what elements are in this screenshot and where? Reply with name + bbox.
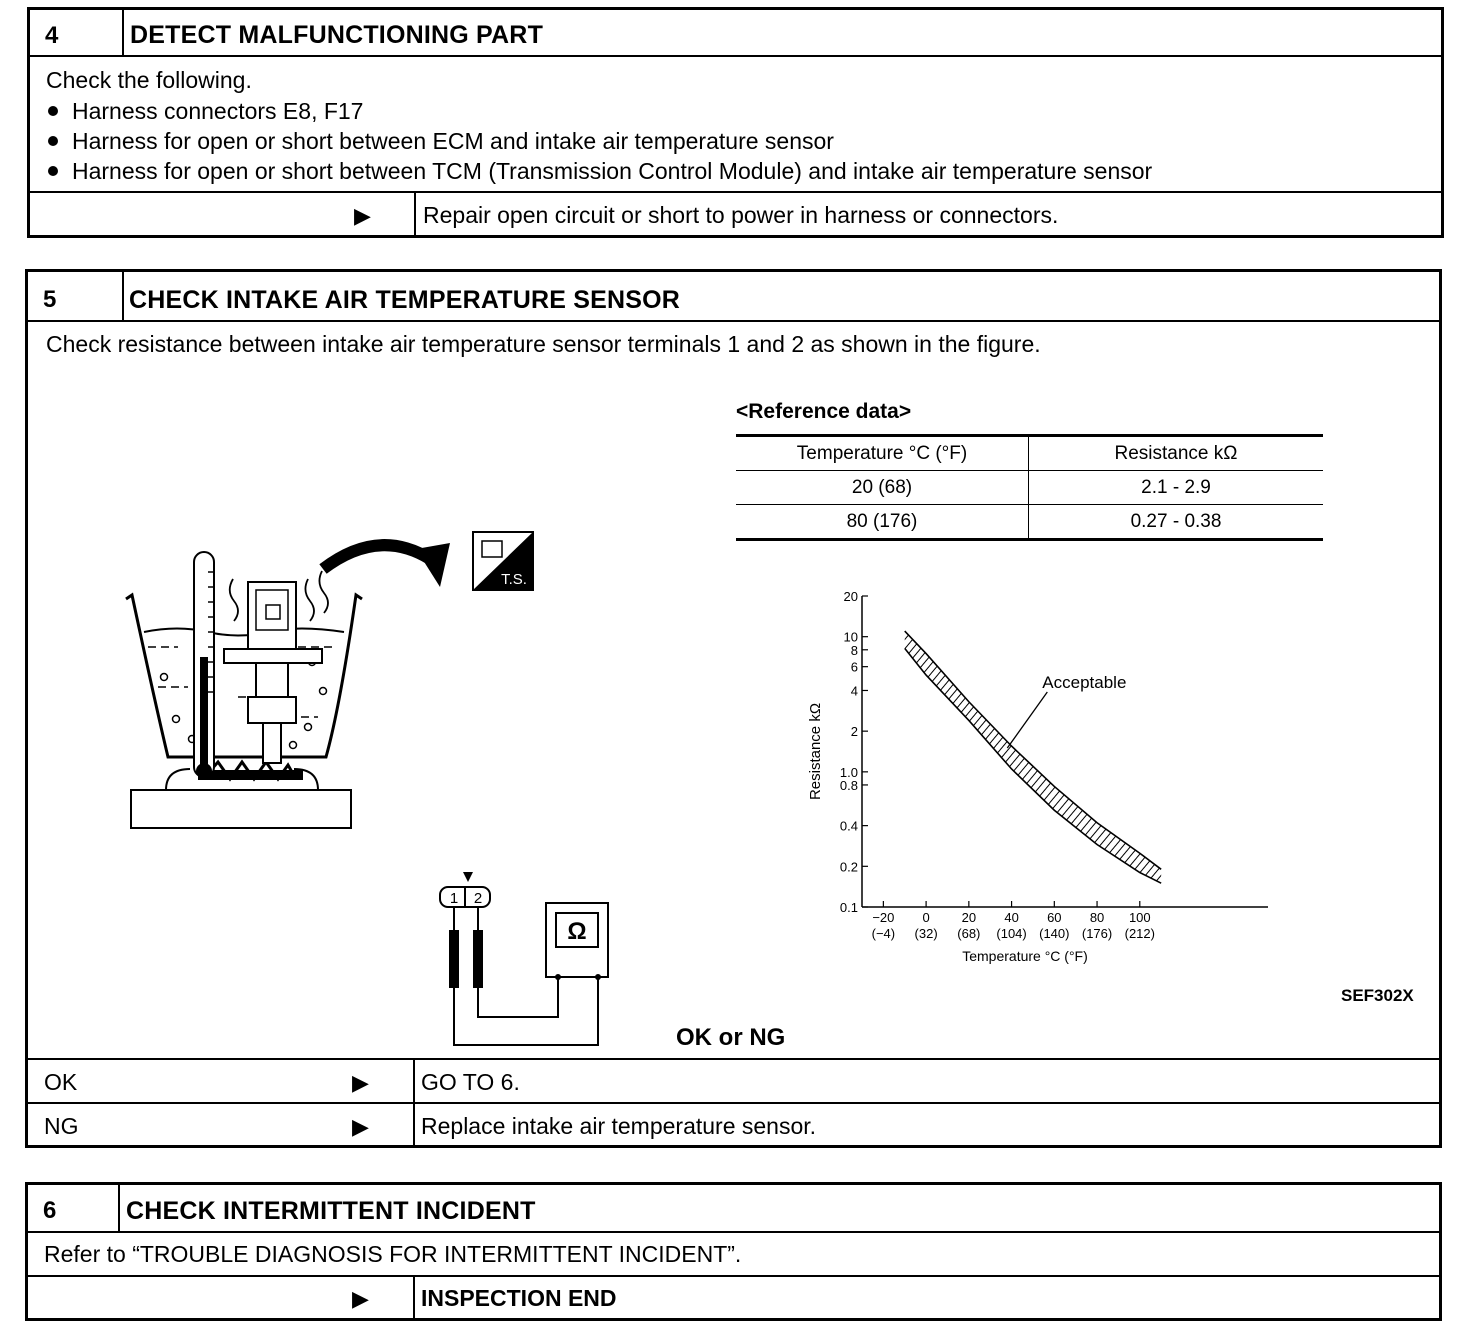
table-cell: 0.27 - 0.38 bbox=[1029, 505, 1324, 540]
figure-code: SEF302X bbox=[1341, 986, 1414, 1005]
list-item: Harness connectors E8, F17 bbox=[46, 98, 363, 125]
test-setup-illustration bbox=[118, 487, 638, 945]
step-number: 6 bbox=[43, 1197, 57, 1224]
outcome-label: NG bbox=[44, 1113, 79, 1139]
bullet-icon bbox=[48, 136, 58, 146]
y-tick-label: 2 bbox=[850, 724, 858, 740]
y-axis-label: Resistance kΩ bbox=[807, 702, 824, 801]
x-tick-sublabel: (140) bbox=[1039, 926, 1070, 941]
instruction-text: Refer to “TROUBLE DIAGNOSIS FOR INTERMITTENT INCIDENT”. bbox=[44, 1241, 742, 1267]
reference-title: <Reference data> bbox=[736, 400, 912, 423]
y-tick-label: 0.1 bbox=[839, 900, 858, 915]
x-tick-label: 0 bbox=[922, 910, 930, 925]
y-tick-label: 0.2 bbox=[839, 859, 858, 875]
y-tick-label: 1.0 bbox=[839, 764, 858, 780]
y-tick-label: 6 bbox=[850, 659, 858, 675]
x-axis-label: Temperature °C (°F) bbox=[962, 948, 1088, 964]
list-item: Harness for open or short between TCM (Transmission Control Module) and intake air temperature sensor bbox=[46, 158, 1152, 185]
result-text: Repair open circuit or short to power in harness or connectors. bbox=[423, 202, 1059, 228]
bullet-icon bbox=[48, 106, 58, 116]
divider bbox=[28, 320, 1439, 322]
divider bbox=[118, 1185, 120, 1231]
divider bbox=[28, 1231, 1439, 1233]
bullet-icon bbox=[48, 166, 58, 176]
x-tick-sublabel: (212) bbox=[1124, 926, 1155, 941]
x-tick-sublabel: (−4) bbox=[871, 926, 896, 941]
arrow-icon: ▶ bbox=[352, 1286, 369, 1311]
table-row bbox=[736, 505, 1323, 540]
ts-label: T.S. bbox=[501, 571, 527, 588]
x-tick-sublabel: (104) bbox=[996, 926, 1027, 941]
x-tick-sublabel: (176) bbox=[1081, 926, 1113, 941]
acceptable-label: Acceptable bbox=[1042, 673, 1127, 693]
terminal-2-label: 2 bbox=[473, 890, 483, 907]
y-tick-label: 4 bbox=[850, 683, 858, 699]
y-tick-label: 10 bbox=[843, 629, 858, 645]
intro-text: Check the following. bbox=[46, 67, 252, 93]
x-tick-sublabel: (32) bbox=[914, 926, 938, 941]
step-5-box bbox=[25, 269, 1442, 1148]
y-tick-label: 0.4 bbox=[839, 818, 858, 834]
ts-icon bbox=[472, 531, 536, 593]
resistance-temperature-chart bbox=[768, 587, 1258, 977]
step-title: CHECK INTERMITTENT INCIDENT bbox=[126, 1197, 536, 1225]
x-tick-label: 100 bbox=[1128, 910, 1151, 925]
step-title: DETECT MALFUNCTIONING PART bbox=[130, 21, 544, 49]
reference-table bbox=[736, 434, 1323, 541]
divider bbox=[28, 1058, 1439, 1060]
x-tick-label: 40 bbox=[1004, 910, 1019, 925]
table-row bbox=[736, 471, 1323, 505]
instruction-text: Check resistance between intake air temperature sensor terminals 1 and 2 as shown in the figure. bbox=[46, 331, 1041, 357]
divider bbox=[28, 1102, 1439, 1104]
step-number: 4 bbox=[45, 22, 59, 49]
x-tick-sublabel: (68) bbox=[957, 926, 981, 941]
y-tick-label: 20 bbox=[843, 589, 858, 604]
ohm-symbol: Ω bbox=[567, 918, 587, 945]
result-text: INSPECTION END bbox=[421, 1285, 617, 1311]
step-number: 5 bbox=[43, 286, 57, 313]
divider bbox=[413, 1058, 415, 1148]
divider bbox=[122, 10, 124, 55]
divider bbox=[28, 1275, 1439, 1277]
table-cell: 80 (176) bbox=[736, 505, 1029, 540]
divider bbox=[122, 272, 124, 320]
x-tick-label: −20 bbox=[872, 910, 895, 925]
divider bbox=[30, 191, 1441, 193]
ok-or-ng-label: OK or NG bbox=[676, 1024, 786, 1051]
arrow-icon: ▶ bbox=[352, 1070, 369, 1095]
x-tick-label: 20 bbox=[961, 910, 977, 925]
arrow-icon: ▶ bbox=[352, 1114, 369, 1139]
step-4-box bbox=[27, 7, 1444, 238]
annotation-leader bbox=[1007, 692, 1047, 748]
list-item: Harness for open or short between ECM and intake air temperature sensor bbox=[46, 128, 834, 155]
divider bbox=[30, 55, 1441, 57]
table-cell: 2.1 - 2.9 bbox=[1029, 471, 1324, 505]
x-tick-label: 60 bbox=[1047, 910, 1062, 925]
outcome-label: OK bbox=[44, 1069, 78, 1095]
divider bbox=[413, 1275, 415, 1321]
outcome-action: Replace intake air temperature sensor. bbox=[421, 1113, 817, 1139]
arrow-icon: ▶ bbox=[354, 203, 371, 228]
outcome-action: GO TO 6. bbox=[421, 1069, 520, 1095]
column-header: Resistance kΩ bbox=[1029, 436, 1324, 471]
band-upper-line bbox=[905, 631, 1161, 869]
divider bbox=[414, 191, 416, 238]
y-tick-label: 0.8 bbox=[839, 777, 858, 793]
acceptable-band bbox=[905, 631, 1161, 883]
step-title: CHECK INTAKE AIR TEMPERATURE SENSOR bbox=[129, 286, 681, 314]
x-tick-label: 80 bbox=[1089, 910, 1105, 925]
table-cell: 20 (68) bbox=[736, 471, 1029, 505]
column-header: Temperature °C (°F) bbox=[736, 436, 1029, 471]
terminal-1-label: 1 bbox=[449, 890, 459, 907]
step-6-box bbox=[25, 1182, 1442, 1321]
y-tick-label: 8 bbox=[850, 642, 858, 658]
